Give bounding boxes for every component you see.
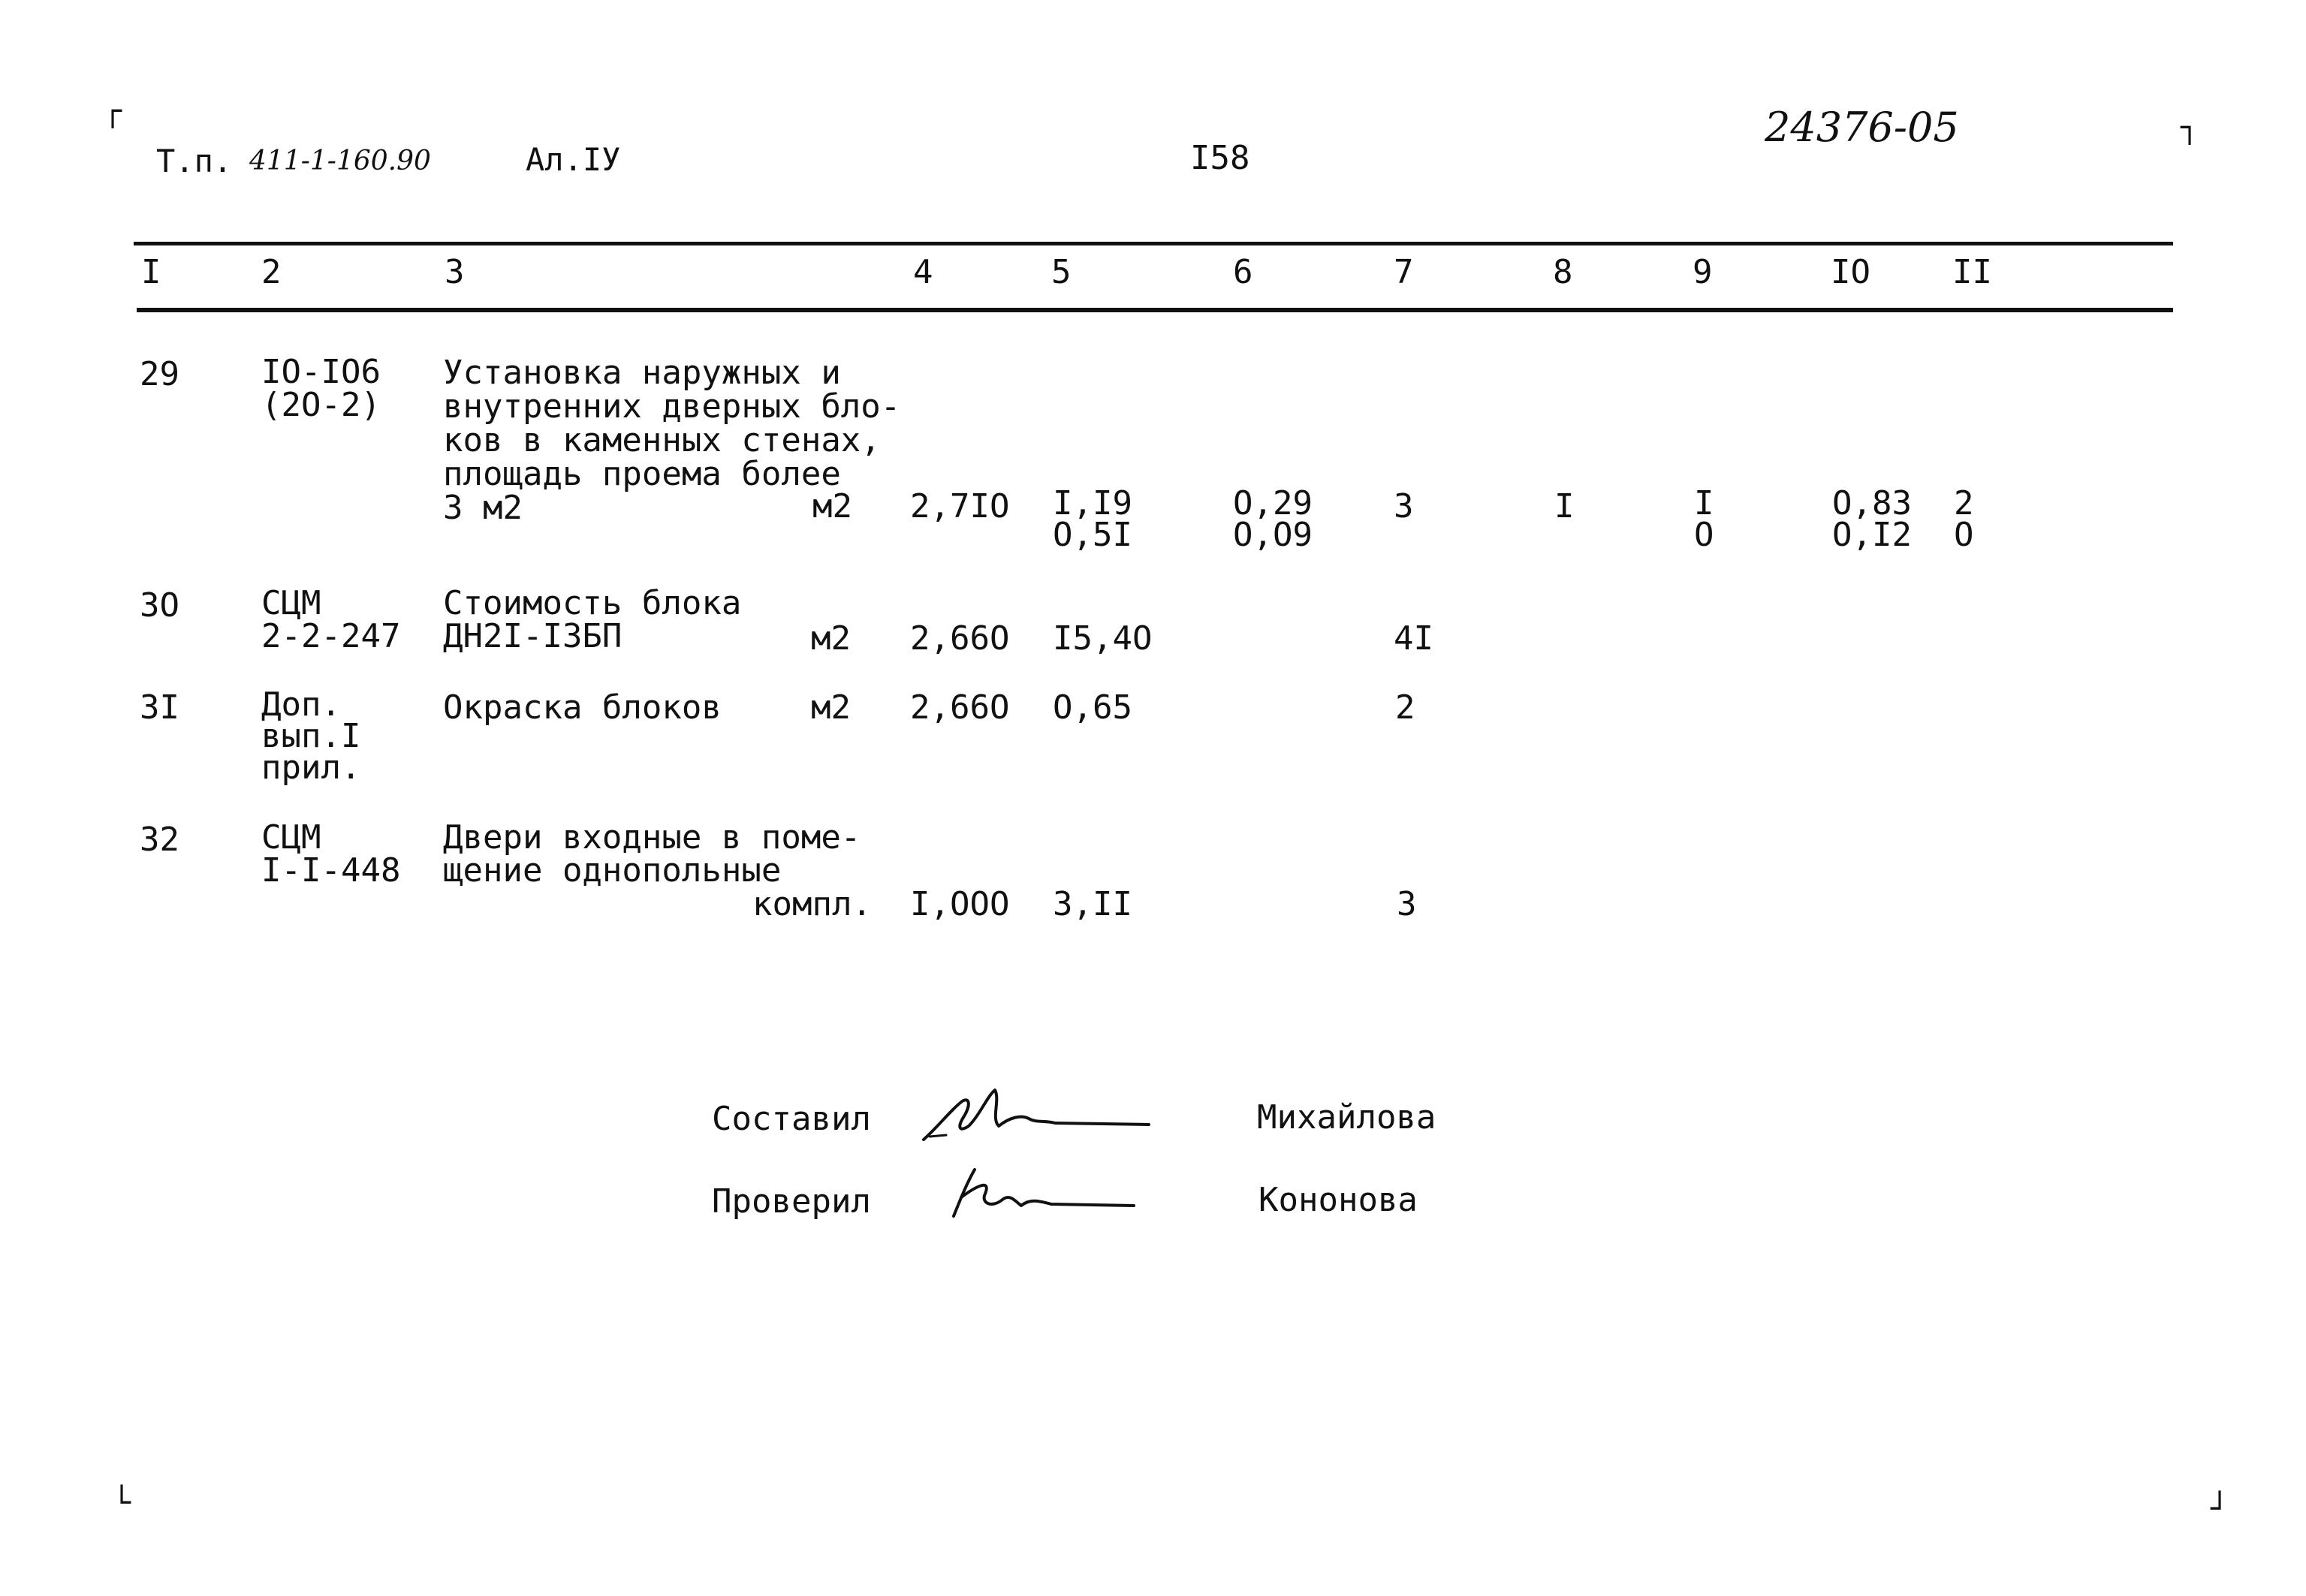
column-header-11: II xyxy=(1952,253,1992,291)
column-header-6: 6 xyxy=(1233,253,1253,291)
signature-role-compiled: Составил xyxy=(712,1100,871,1138)
row-col7: 3 xyxy=(1397,885,1417,923)
corner-mark-top-right: ┐ xyxy=(2181,110,2199,145)
row-col6: O,29 O,O9 xyxy=(1233,484,1313,554)
row-col5: I,I9 O,5I xyxy=(1053,484,1132,554)
row-number: 3I xyxy=(140,688,179,727)
row-unit: м2 xyxy=(812,487,852,525)
corner-mark-bottom-right: ┘ xyxy=(2211,1492,2229,1526)
column-header-10: IO xyxy=(1831,253,1870,291)
row-number: 32 xyxy=(140,821,179,859)
row-quantity: 2,7IO xyxy=(910,487,1010,525)
column-header-7: 7 xyxy=(1394,253,1414,291)
signature-role-checked: Проверил xyxy=(712,1182,871,1221)
table-header-rule xyxy=(137,308,2173,312)
row-col5: I5,4O xyxy=(1053,619,1153,658)
row-col7: 4I xyxy=(1394,619,1433,658)
row-description: Двери входные в поме- щение однопольные xyxy=(443,818,861,890)
row-col10: O,83 O,I2 xyxy=(1832,484,1912,554)
column-header-4: 4 xyxy=(913,253,933,291)
corner-mark-bottom-left: └ xyxy=(113,1486,131,1520)
doc-code: 411-1-160.90 xyxy=(249,146,431,176)
doc-prefix: Т.п. xyxy=(156,143,233,179)
column-header-5: 5 xyxy=(1051,253,1072,291)
row-unit: м2 xyxy=(811,688,851,727)
column-header-2: 2 xyxy=(261,253,282,291)
row-number: 29 xyxy=(140,355,179,393)
row-description: Окраска блоков xyxy=(443,688,722,727)
row-col8: I xyxy=(1554,487,1575,525)
row-code: IO-IO6 (2O-2) xyxy=(261,353,381,424)
page-number: I58 xyxy=(1190,139,1250,177)
stamp-number: 24376-05 xyxy=(1765,104,1959,151)
row-quantity: 2,66O xyxy=(910,688,1010,727)
row-number: 3O xyxy=(140,586,179,625)
row-unit: компл. xyxy=(752,885,872,923)
album-label: Ал.IУ xyxy=(526,141,621,178)
column-header-1: I xyxy=(141,253,161,291)
handwritten-signature-compiled xyxy=(916,1074,1171,1156)
column-header-3: 3 xyxy=(445,253,465,291)
row-col7: 3 xyxy=(1394,487,1414,525)
handwritten-signature-checked xyxy=(931,1156,1156,1231)
row-col9: I O xyxy=(1694,484,1714,554)
row-unit: м2 xyxy=(811,619,851,658)
row-quantity: I,OOO xyxy=(910,885,1010,923)
row-col7: 2 xyxy=(1395,688,1415,727)
row-code: СЦМ I-I-448 xyxy=(261,818,401,890)
column-header-8: 8 xyxy=(1553,253,1573,291)
table-top-rule xyxy=(134,242,2173,245)
row-description: Установка наружных и внутренних дверных бло- ков в каменных стенах, площадь проема более 3 м2 xyxy=(443,354,901,527)
signature-name-checked: Кононова xyxy=(1259,1181,1418,1219)
row-quantity: 2,66O xyxy=(910,619,1010,658)
signature-name-compiled: Михайлова xyxy=(1257,1098,1436,1137)
row-description: Стоимость блока ДН2I-I3БП xyxy=(443,584,742,655)
row-code: СЦМ 2-2-247 xyxy=(261,584,401,655)
row-col11: 2 O xyxy=(1954,484,1974,554)
row-code: Доп. вып.I прил. xyxy=(261,685,361,787)
column-header-9: 9 xyxy=(1693,253,1713,291)
corner-mark-top-left: ┌ xyxy=(104,94,122,128)
row-col5: 3,II xyxy=(1053,885,1132,923)
row-col5: O,65 xyxy=(1053,688,1132,727)
